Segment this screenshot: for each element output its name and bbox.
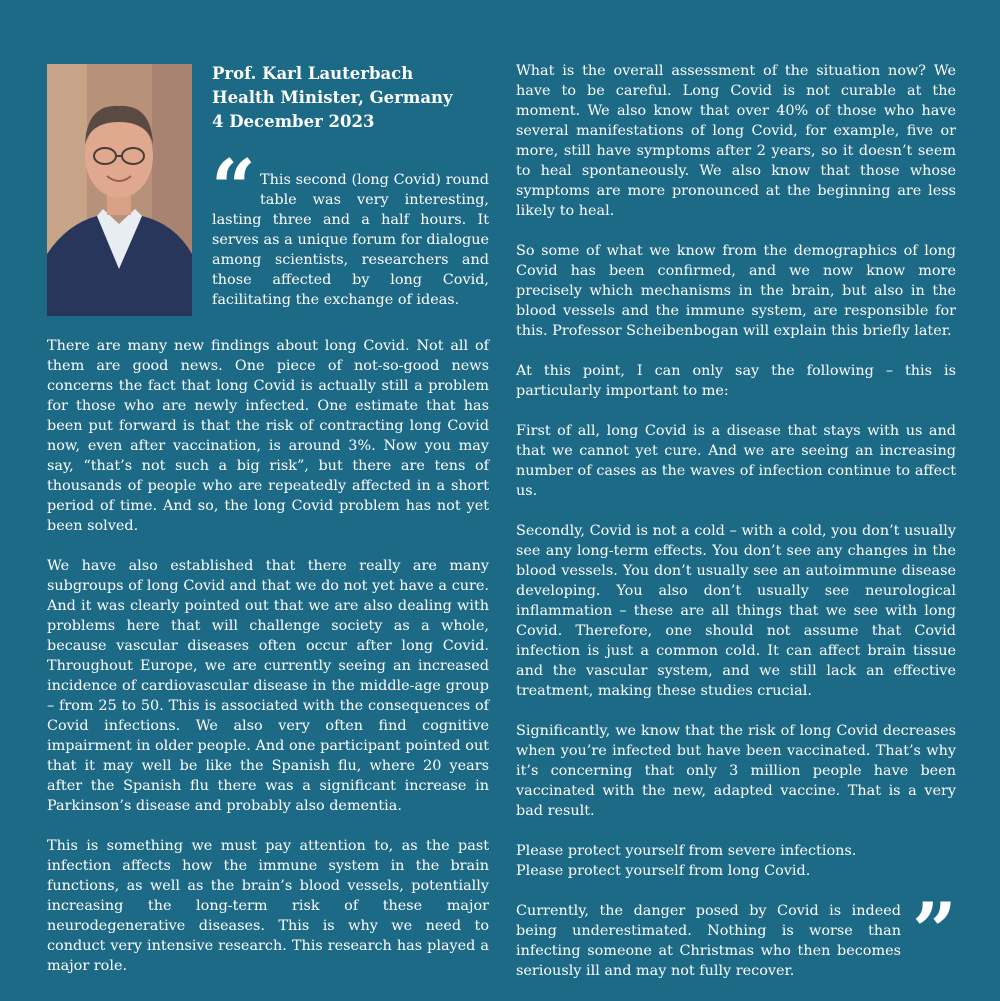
body-paragraph: We have also established that there really are many subgroups of long Covid and that we do not yet have a cure. And it was clearly pointed out that we are also dealing with problems here that will challenge society as a whole, because vascular diseases often occur after long Covid. Throughout Europe, we are currently seeing an increased incidence of cardiovascular disease in the middle-age group – from 25 to 50. This is associated with the consequences of Covid infections. We also very often find cognitive impairment in older people. And one participant pointed out that it may well be like the Spanish flu, where 20 years after the Spanish flu there was a significant increase in Parkinson’s disease and probably also dementia. [47, 558, 489, 814]
portrait-photo [47, 64, 192, 316]
body-paragraph: There are many new findings about long Covid. Not all of them are good news. One piece of not-so-good news concerns the fact that long Covid is actually still a problem for those who are newly infected. One estimate that has been put forward is that the risk of contracting long Covid now, even after vaccination, is around 3%. Now you may say, “that’s not such a big risk”, but there are tens of thousands of people who are repeatedly affected in a short period of time. And so, the long Covid problem has not yet been solved. [47, 338, 489, 534]
body-paragraph: Please protect yourself from severe infections. [516, 843, 857, 859]
lead-paragraph-text: This second (long Covid) round table was very interesting, lasting three and a half hours. It serves as a unique forum for dialogue among scientists, researchers and those affected by long Covid, facilitating the exchange of ideas. [212, 172, 489, 308]
body-paragraph: Secondly, Covid is not a cold – with a cold, you don’t usually see any long-term effects. You don’t see any changes in the blood vessels. You don’t usually see an autoimmune disease developing. You also don’t usually see neurological inflammation – these are all things that we see with long Covid. Therefore, one should not assume that Covid infection is just a common cold. It can affect brain tissue and the vascular system, and we still lack an effective treatment, making these studies crucial. [516, 523, 956, 699]
opening-quote-mark-icon: “ [211, 143, 256, 234]
body-paragraph: Please protect yourself from long Covid. [516, 863, 811, 879]
body-paragraph: So some of what we know from the demographics of long Covid has been confirmed, and we now know more precisely which mechanisms in the brain, but also in the blood vessels and the immune system, are responsible for this. Professor Scheibenbogan will explain this briefly later. [516, 243, 956, 339]
speaker-byline [212, 62, 492, 134]
speaker-role: Health Minister, Germany [212, 88, 453, 107]
lead-paragraph [212, 170, 489, 310]
right-column [516, 61, 956, 1001]
left-column [47, 336, 489, 996]
body-paragraph: What is the overall assessment of the situation now? We have to be careful. Long Covid is not curable at the moment. We also know that over 40% of those who have several manifestations of long Covid, for example, five or more, still have symptoms after 2 years, so it doesn’t seem to heal spontaneously. We also know that those whose symptoms are more pronounced at the beginning are less likely to heal. [516, 63, 956, 219]
quote-float-spacer [212, 170, 260, 210]
body-paragraph: At this point, I can only say the following – this is particularly important to me: [516, 363, 956, 399]
body-paragraph: Currently, the danger posed by Covid is indeed being underestimated. Nothing is worse than infecting someone at Christmas who then becomes seriously ill and may not fully recover. [516, 903, 901, 979]
closing-quote-mark-icon: ” [912, 886, 957, 977]
speech-date: 4 December 2023 [212, 112, 375, 131]
body-paragraph: This is something we must pay attention to, as the past infection affects how the immune system in the brain functions, as well as the brain’s blood vessels, potentially increasing the long-term risk of these major neurodegenerative diseases. This is why we need to conduct very intensive research. This research has played a major role. [47, 838, 489, 974]
body-paragraph: First of all, long Covid is a disease that stays with us and that we cannot yet cure. And we are seeing an increasing number of cases as the waves of infection continue to affect us. [516, 423, 956, 499]
speaker-name: Prof. Karl Lauterbach [212, 64, 414, 83]
body-paragraph: Significantly, we know that the risk of long Covid decreases when you’re infected but have been vaccinated. That’s why it’s concerning that only 3 million people have been vaccinated with the new, adapted vaccine. That is a very bad result. [516, 723, 956, 819]
